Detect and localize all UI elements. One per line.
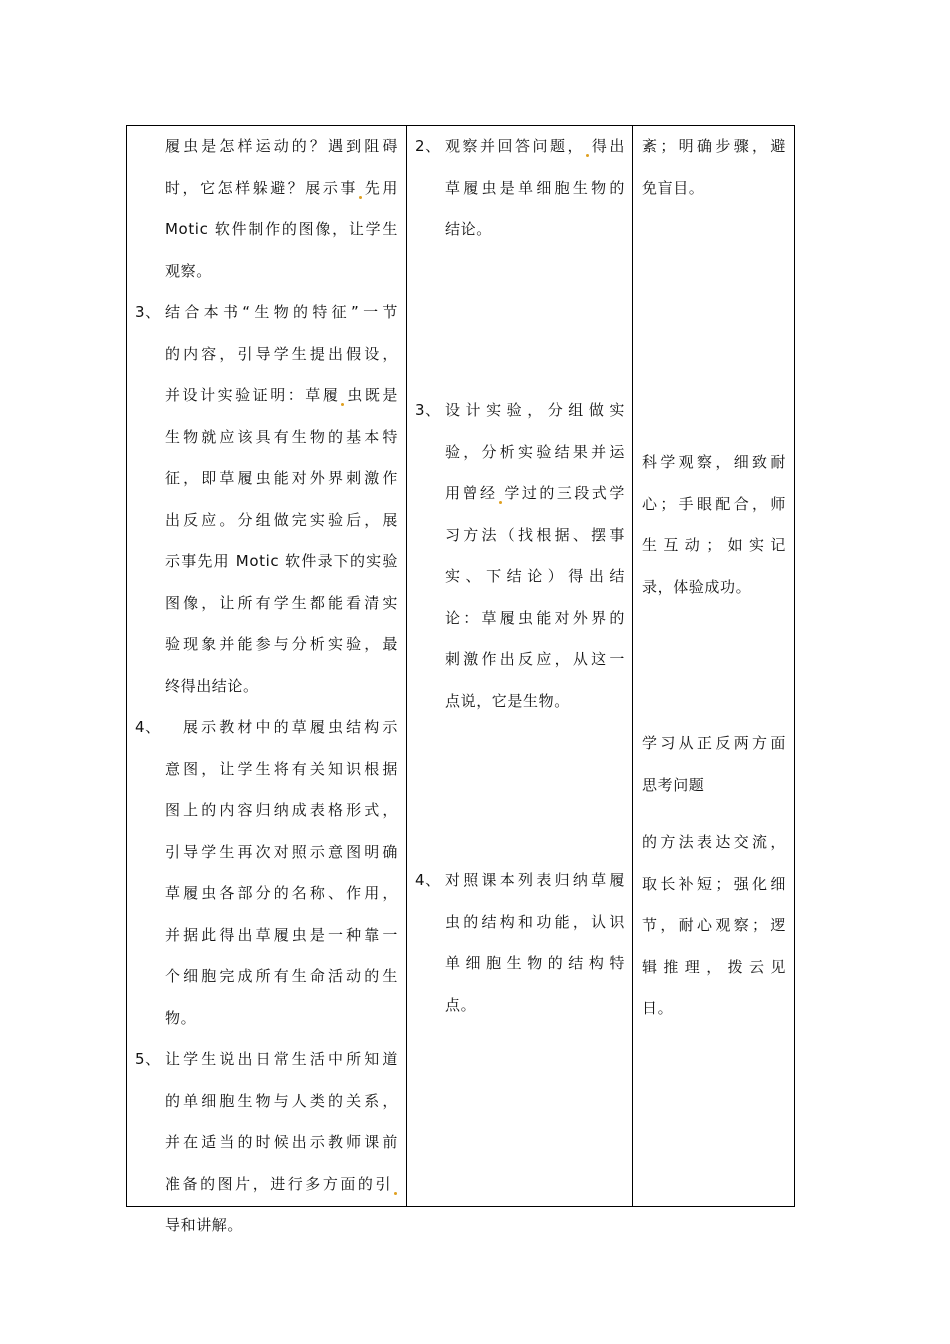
- item-number: 4、: [135, 718, 161, 736]
- text-line: 取长补短；强化细: [642, 874, 786, 893]
- text-line: 结论。: [445, 220, 492, 238]
- text-line: 的方法表达交流，: [642, 833, 786, 851]
- text-line: 观察并回答问题， 得出: [445, 137, 625, 155]
- text-line: 习方法（找根据、摆事: [445, 525, 625, 544]
- item-number: 3、: [415, 401, 441, 419]
- text-line: 并设计实验证明：草履 虫既是: [165, 386, 398, 404]
- item-5: [135, 1039, 398, 1247]
- text-line: 设计实验，分组做实: [445, 401, 625, 419]
- text-line: 对照课本列表归纳草履: [445, 871, 625, 889]
- text-line: 让学生说出日常生活中所知道: [165, 1050, 398, 1068]
- column-divider: [406, 126, 407, 1206]
- text-line: 免盲目。: [642, 178, 705, 197]
- intent-block-4: [642, 822, 786, 1030]
- text-line: 节，耐心观察；逻: [642, 916, 786, 934]
- text-line: 点。: [445, 995, 477, 1014]
- text-line: 履虫是怎样运动的？遇到阻碍: [165, 137, 398, 155]
- text-line: 用曾经 学过的三段式学: [445, 484, 625, 502]
- intent-block-1: [642, 126, 786, 209]
- text-line: 个细胞完成所有生命活动的生: [165, 967, 398, 985]
- text-line: 准备的图片，进行多方面的引: [165, 1164, 398, 1206]
- item-number: 5、: [135, 1050, 161, 1068]
- text-line: 紊；明确步骤，避: [642, 137, 786, 155]
- text-line: 并据此得出草履虫是一种靠一: [165, 925, 398, 944]
- text-line: 终得出结论。: [165, 676, 259, 695]
- student-item-2: [415, 126, 625, 251]
- text-line: 图像，让所有学生都能看清实: [165, 593, 398, 612]
- text-line: 点说，它是生物。: [445, 691, 570, 710]
- item-number: 4、: [415, 871, 441, 889]
- text-line: 实、下结论）得出结: [445, 567, 625, 585]
- text-line: 并在适当的时候出示教师课前: [165, 1133, 398, 1151]
- design-intent-column: [642, 126, 786, 1017]
- text-line: 日。: [642, 999, 674, 1017]
- text-line: 的单细胞生物与人类的关系，: [165, 1091, 398, 1110]
- text-line: 单细胞生物的结构特: [445, 954, 625, 972]
- lesson-table: [126, 125, 795, 1234]
- text-line: 引导学生再次对照示意图明确: [165, 842, 398, 861]
- teacher-activity-column: [135, 126, 398, 1247]
- text-line: 论：草履虫能对外界的: [445, 608, 625, 627]
- text-line: 生物就应该具有生物的基本特: [165, 427, 398, 446]
- text-line: 辑推理，拨云见: [642, 957, 786, 976]
- text-line: 的内容，引导学生提出假设，: [165, 344, 398, 363]
- text-line: 草履虫各部分的名称、作用，: [165, 884, 398, 902]
- text-line: 刺激作出反应，从这一: [445, 650, 625, 668]
- item-2-continued: [165, 126, 398, 292]
- item-3: [135, 292, 398, 707]
- text-line: 验现象并能参与分析实验，最: [165, 635, 398, 653]
- intent-block-3: [642, 723, 786, 806]
- text-line: 思考问题: [642, 775, 705, 794]
- intent-block-2: [642, 442, 786, 608]
- item-4: [135, 707, 398, 1039]
- text-line: 观察。: [165, 261, 212, 280]
- item-number: 3、: [135, 303, 161, 321]
- text-line: 生互动；如实记: [642, 536, 786, 554]
- text-line: 展示教材中的草履虫结构示: [183, 718, 398, 736]
- text-line: 虫的结构和功能，认识: [445, 912, 625, 931]
- student-item-4: [415, 860, 625, 1026]
- student-activity-column: [415, 126, 625, 1014]
- text-line: 导和讲解。: [165, 1216, 244, 1234]
- text-line: 心；手眼配合，师: [642, 494, 786, 513]
- text-line: 示事先用 Motic 软件录下的实验: [165, 552, 398, 570]
- text-line: 物。: [165, 1008, 197, 1027]
- student-item-3: [415, 390, 625, 722]
- text-line: 草履虫是单细胞生物的: [445, 178, 625, 197]
- text-line: Motic 软件制作的图像，让学生: [165, 220, 398, 238]
- text-line: 时，它怎样躲避？展示事 先用: [165, 178, 398, 197]
- text-line: 科学观察，细致耐: [642, 453, 786, 471]
- text-line: 意图，让学生将有关知识根据: [165, 759, 398, 778]
- text-line: 征，即草履虫能对外界刺激作: [165, 469, 398, 487]
- text-line: 出反应。分组做完实验后，展: [165, 510, 398, 529]
- text-line: 验，分析实验结果并运: [445, 442, 625, 461]
- text-line: 录，体验成功。: [642, 577, 752, 596]
- column-divider: [632, 126, 633, 1206]
- text-line: 学习从正反两方面: [642, 734, 786, 752]
- item-number: 2、: [415, 137, 441, 155]
- text-line: 图上的内容归纳成表格形式，: [165, 801, 398, 819]
- text-line: 结合本书“生物的特征”一节: [165, 303, 398, 321]
